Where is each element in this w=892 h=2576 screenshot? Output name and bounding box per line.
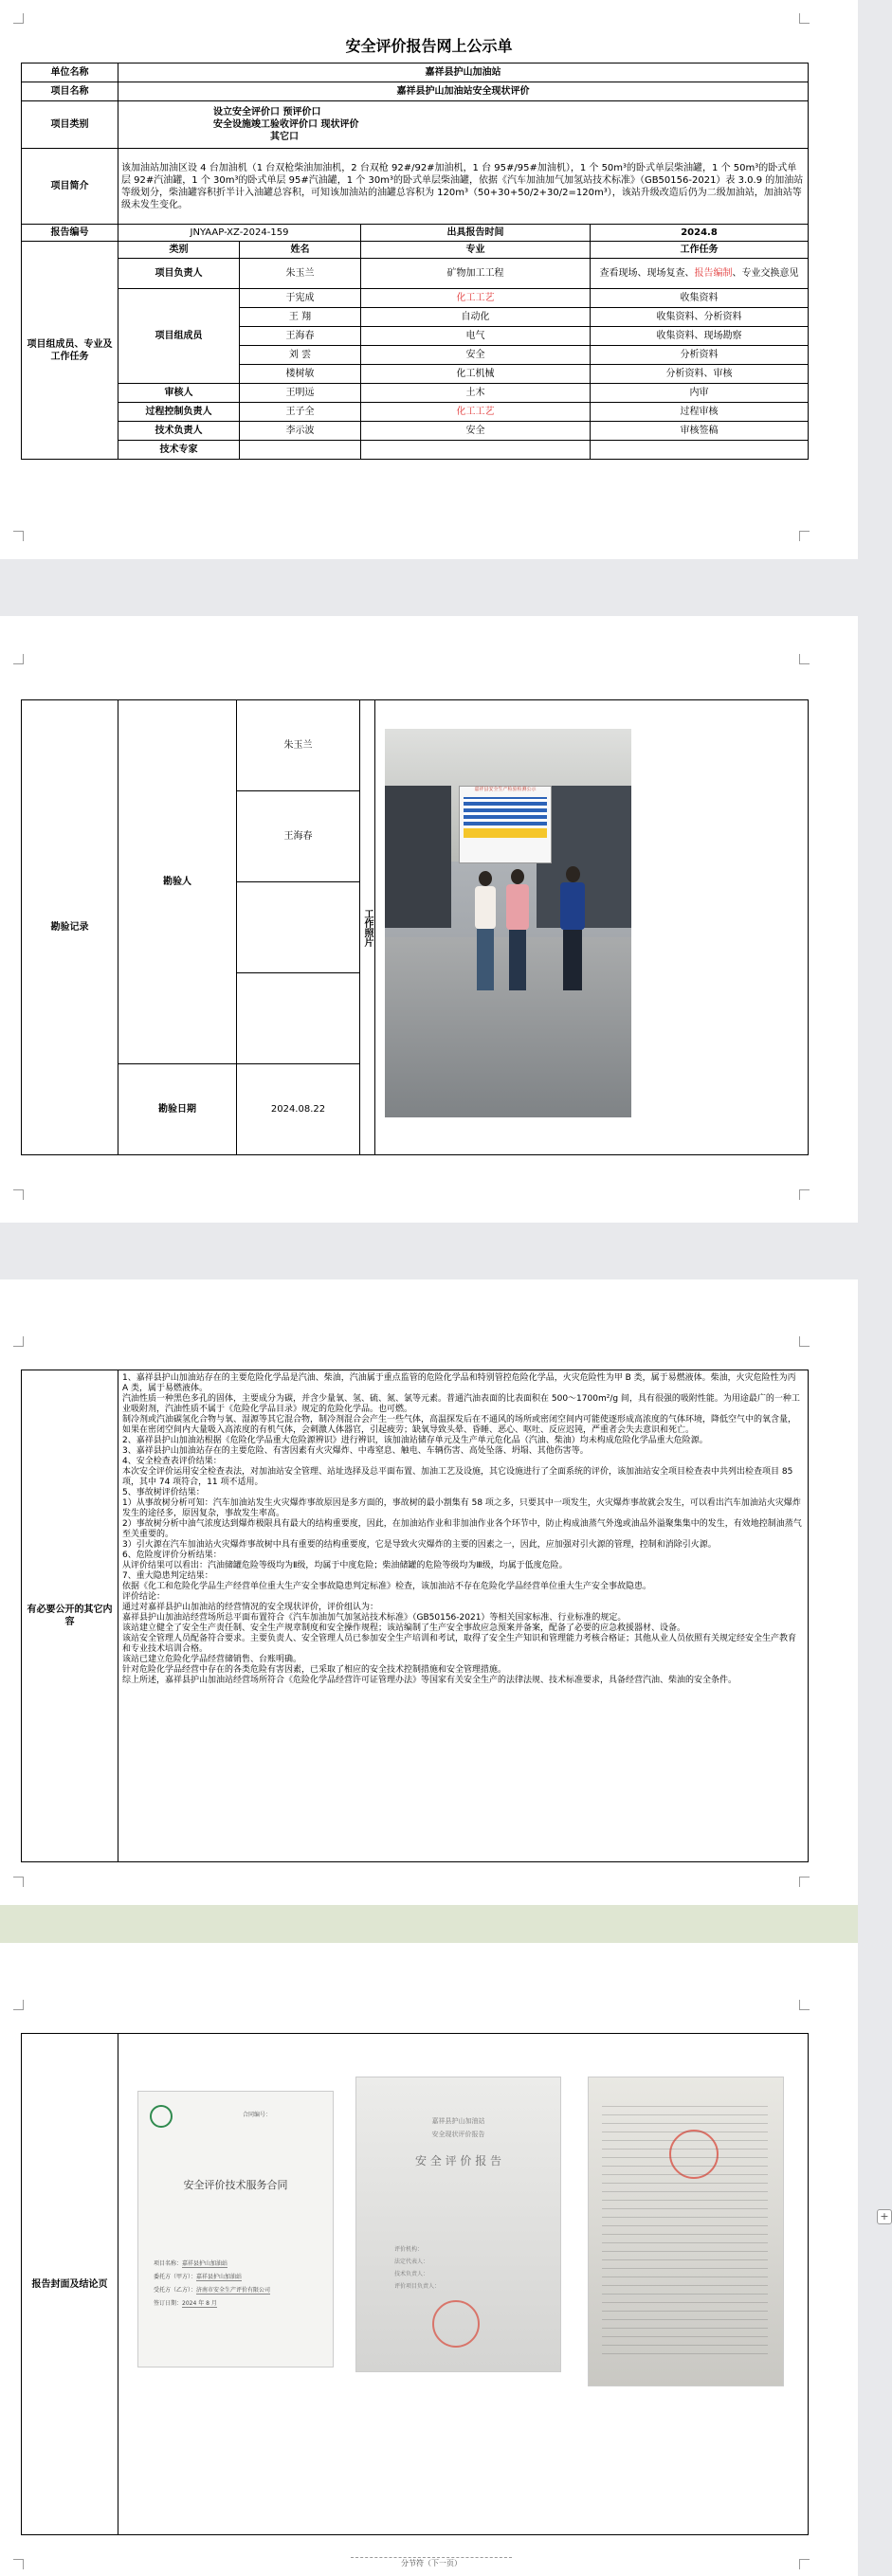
project-label: 项目名称 bbox=[22, 82, 118, 101]
page-gap bbox=[0, 1905, 858, 1943]
sign-title: 嘉祥县安全生产检验检测公示 bbox=[474, 787, 537, 792]
disclosure-paragraph: 该站建立健全了安全生产责任制、安全生产规章制度和安全操作规程；该站编制了生产安全事故应急预案并备案，配备了必要的应急救援器材、设备。 bbox=[122, 1624, 686, 1633]
inspector-name: 王海春 bbox=[237, 791, 360, 882]
corner-mark bbox=[13, 654, 24, 664]
disclosure-content bbox=[118, 1370, 809, 1862]
person-figure bbox=[560, 866, 585, 994]
page-1 bbox=[0, 0, 858, 559]
corner-mark bbox=[13, 531, 24, 541]
member-major: 化工工艺 bbox=[361, 289, 591, 308]
contract-image bbox=[137, 2091, 334, 2367]
disclosure-table bbox=[21, 1370, 809, 1862]
inspection-date-label: 勘验日期 bbox=[118, 1064, 237, 1155]
controller-major: 化工工艺 bbox=[361, 403, 591, 422]
cover-label: 报告封面及结论页 bbox=[22, 2034, 118, 2535]
sign-accent bbox=[464, 828, 547, 838]
leader-name: 朱玉兰 bbox=[240, 259, 361, 289]
category-line: 设立安全评价口 预评价口 bbox=[213, 107, 321, 118]
intro-text: 该加油站加油区设 4 台加油机（1 台双枪柴油加油机，2 台双枪 92#/92#加油机，1 台 95#/95#加油机），1 个 50m³的卧式单层柴油罐，1 个 50m³的卧式单层 92#汽油罐，1 个 30m³的卧式单层 95#汽油罐，1 个 30m³的卧式单层柴油罐，依据《汽车加油加气加氢站技术标准》（GB50156-2021）表 3.0.9 的加油站等级划分，柴油罐容积折半计入油罐总容积，可知该加油站的油罐总容积为 120m³（50+30+50/2+30/2=120m³），该站升级改造后仍为二级加油站，加油站等级未发生变化。 bbox=[118, 149, 809, 225]
disclosure-paragraph: 本次安全评价运用安全检查表法，对加油站安全管理、站址选择及总平面布置、加油工艺及设施，其它设施进行了全面系统的评价，该加油站安全项目检查表中共列出检查项目 85 项，其中 74 项符合，11 项不适用。 bbox=[122, 1467, 793, 1487]
member-task: 收集资料 bbox=[591, 289, 809, 308]
disclosure-paragraph: 该站安全管理人员配备符合要求。主要负责人、安全管理人员已参加安全生产培训和考试，取得了安全生产知识和管理能力考核合格证；其他从业人员依照有关规定经安全生产教育和专业技术培训合格。 bbox=[122, 1634, 797, 1654]
disclosure-paragraph: 6、危险度评价分析结果： bbox=[122, 1551, 222, 1560]
disclosure-paragraph: 嘉祥县护山加油站经营场所总平面布置符合《汽车加油加气加氢站技术标准》（GB50156-2021）等相关国家标准、行业标准的规定。 bbox=[122, 1613, 627, 1623]
tech-lead-task: 审核签稿 bbox=[591, 422, 809, 441]
corner-mark bbox=[799, 2000, 810, 2010]
disclosure-paragraph: 从评价结果可以看出：汽油储罐危险等级均为Ⅱ级，均属于中度危险；柴油储罐的危险等级均为Ⅲ级，均属于低度危险。 bbox=[122, 1561, 568, 1570]
site-record-table bbox=[21, 699, 809, 1155]
tech-lead-name: 李示波 bbox=[240, 422, 361, 441]
tech-lead-major: 安全 bbox=[361, 422, 591, 441]
contract-fields bbox=[154, 2258, 270, 2311]
page-gap bbox=[0, 1223, 858, 1279]
member-task: 分析资料、审核 bbox=[591, 365, 809, 384]
report-date-label: 出具报告时间 bbox=[361, 225, 591, 242]
contract-number-label: 合同编号： bbox=[243, 2112, 272, 2118]
contract-field: 受托方（乙方）：济南市安全生产评价有限公司 bbox=[154, 2287, 271, 2294]
disclosure-paragraph: 7、重大隐患判定结果： bbox=[122, 1571, 213, 1581]
controller-label: 过程控制负责人 bbox=[118, 403, 240, 422]
member-major: 安全 bbox=[361, 346, 591, 365]
report-cover-image bbox=[355, 2077, 561, 2372]
corner-mark bbox=[13, 13, 24, 24]
contract-field: 项目名称：嘉祥县护山加油站 bbox=[154, 2260, 228, 2267]
disclosure-paragraph: 针对危险化学品经营中存在的各类危险有害因素，已采取了相应的安全技术控制措施和安全管理措施。 bbox=[122, 1665, 507, 1675]
leader-task bbox=[591, 259, 809, 289]
disclosure-paragraph: 综上所述，嘉祥县护山加油站经营场所符合《危险化学品经营许可证管理办法》等国家有关安全生产的法律法规、技术标准要求，具备经营汽油、柴油的安全条件。 bbox=[122, 1676, 737, 1685]
person-figure bbox=[506, 869, 529, 994]
corner-mark bbox=[13, 1336, 24, 1347]
intro-label: 项目简介 bbox=[22, 149, 118, 225]
expert-name bbox=[240, 441, 361, 460]
member-label: 项目组成员 bbox=[118, 289, 240, 384]
member-task: 收集资料、分析资料 bbox=[591, 308, 809, 327]
member-name: 王海春 bbox=[240, 327, 361, 346]
disclosure-paragraph: 4、安全检查表评价结果： bbox=[122, 1457, 222, 1466]
report-num-value: JNYAAP-XZ-2024-159 bbox=[118, 225, 361, 242]
page-gap bbox=[0, 559, 858, 616]
inspection-date: 2024.08.22 bbox=[237, 1064, 360, 1155]
member-name: 于宪成 bbox=[240, 289, 361, 308]
cover-images bbox=[118, 2034, 889, 2535]
col-header: 专业 bbox=[361, 242, 591, 259]
disclosure-paragraph: 通过对嘉祥县护山加油站的经营情况的安全现状评价，评价组认为： bbox=[122, 1603, 379, 1612]
contract-field: 签订日期：2024 年 8 月 bbox=[154, 2300, 217, 2307]
report-field: 法定代表人： bbox=[394, 2259, 429, 2265]
col-header: 类别 bbox=[118, 242, 240, 259]
page-title: 安全评价报告网上公示单 bbox=[345, 37, 513, 55]
task-text: 、专业交换意见 bbox=[732, 268, 799, 279]
expert-major bbox=[361, 441, 591, 460]
corner-mark bbox=[799, 531, 810, 541]
task-text-highlight: 报告编制 bbox=[694, 268, 733, 279]
add-page-button[interactable]: + bbox=[877, 2209, 892, 2224]
member-name: 王 翔 bbox=[240, 308, 361, 327]
disclosure-paragraph: 1、嘉祥县护山加油站存在的主要危险化学品是汽油、柴油，汽油属于重点监管的危险化学品和特别管控危险化学品，火灾危险性为甲 B 类，属于易燃液体。柴油，火灾危险性为丙 A 类，属于易燃液体。 bbox=[122, 1373, 796, 1393]
member-name: 楼树敏 bbox=[240, 365, 361, 384]
inspector-label: 勘验人 bbox=[118, 700, 237, 1064]
project-value: 嘉祥县护山加油站安全现状评价 bbox=[118, 82, 809, 101]
photo-window bbox=[385, 786, 451, 928]
contract-field: 委托方（甲方）：嘉祥县护山加油站 bbox=[154, 2274, 243, 2280]
unit-label: 单位名称 bbox=[22, 63, 118, 82]
reviewer-major: 土木 bbox=[361, 384, 591, 403]
category-line: 安全设施竣工验收评价口 现状评价 bbox=[213, 119, 359, 130]
photo-sign-board bbox=[459, 786, 552, 863]
seal-icon bbox=[432, 2300, 480, 2348]
disclosure-label: 有必要公开的其它内容 bbox=[22, 1370, 118, 1862]
sign-stripe bbox=[464, 797, 547, 825]
photo-cell bbox=[375, 700, 809, 1155]
task-text: 查看现场、现场复查、 bbox=[599, 268, 695, 279]
page-3 bbox=[0, 1279, 858, 1905]
contract-logo-icon bbox=[150, 2105, 173, 2128]
photo-label bbox=[360, 700, 375, 1155]
reviewer-task: 内审 bbox=[591, 384, 809, 403]
col-header: 姓名 bbox=[240, 242, 361, 259]
controller-task: 过程审核 bbox=[591, 403, 809, 422]
expert-label: 技术专家 bbox=[118, 441, 240, 460]
site-photo bbox=[385, 729, 631, 1117]
contract-title: 安全评价技术服务合同 bbox=[183, 2179, 288, 2191]
tech-lead-label: 技术负责人 bbox=[118, 422, 240, 441]
unit-value: 嘉祥县护山加油站 bbox=[118, 63, 809, 82]
disclosure-paragraph: 5、事故树评价结果： bbox=[122, 1488, 205, 1497]
corner-mark bbox=[799, 1189, 810, 1200]
reviewer-name: 王明远 bbox=[240, 384, 361, 403]
page-2 bbox=[0, 616, 858, 1223]
disclosure-paragraph: 汽油性质一种黑色多孔的固体，主要成分为碳，并含少量氧、氢、硫、氮、氯等元素。普通汽油表面的比表面积在 500～1700m²/g 间，具有很强的吸附性能。为用途最广的一种工业吸附剂，汽油性质不属于《危险化学品目录》规定的危险化学品。也可燃。 bbox=[122, 1394, 800, 1414]
category-options bbox=[118, 101, 809, 149]
report-field: 评价项目负责人： bbox=[394, 2283, 441, 2290]
disclosure-paragraph: 评价结论： bbox=[122, 1592, 166, 1602]
corner-mark bbox=[13, 2000, 24, 2010]
member-name: 刘 雲 bbox=[240, 346, 361, 365]
inspector-name-empty bbox=[237, 882, 360, 973]
corner-mark bbox=[13, 1189, 24, 1200]
disclosure-paragraph: 该站已建立危险化学品经营储销售、台账明确。 bbox=[122, 1655, 302, 1664]
disclosure-paragraph: 2、嘉祥县护山加油站根据《危险化学品重大危险源辨识》进行辨识，该加油站储存单元及生产单元危化品（汽油、柴油）均未构成危险化学品重大危险源。 bbox=[122, 1436, 708, 1445]
category-label: 项目类别 bbox=[22, 101, 118, 149]
category-line: 其它口 bbox=[270, 132, 299, 142]
page-4 bbox=[0, 1943, 889, 2576]
disclosure-paragraph: 1）从事故树分析可知：汽车加油站发生火灾爆炸事故原因是多方面的，事故树的最小割集有 58 项之多，只要其中一项发生，火灾爆炸事故就会发生，可以看出汽车加油站火灾爆炸发生的途径多，原因复杂，事故发生率高。 bbox=[122, 1498, 801, 1518]
disclosure-paragraph: 3）引火源在汽车加油站火灾爆炸事故树中具有重要的结构重要度，它是导致火灾爆炸的主要的因素之一，因此，应加强对引火源的管理，控制和消除引火源。 bbox=[122, 1540, 717, 1550]
report-num-label: 报告编号 bbox=[22, 225, 118, 242]
corner-mark bbox=[799, 13, 810, 24]
controller-name: 王子全 bbox=[240, 403, 361, 422]
inspector-name-empty bbox=[237, 973, 360, 1064]
disclosure-paragraph: 制冷剂或汽油碳氢化合物与氧、湿源等其它混合物，制冷剂混合会产生一些气体，高温探发后在不通风的场所或密闭空间内可能使逐形成高浓度的气体环境，降低空气中的氧含量，如果在密闭空间内大量吸入高浓度的有机气体，会刺激人体器官，引起疲劳；缺氧导致头晕、昏睡、恶心、呕吐、反应迟钝，严重者会失去意识和死亡。 bbox=[122, 1415, 797, 1435]
photo-label-text: 工作照片 bbox=[362, 908, 373, 947]
report-date-value: 2024.8 bbox=[591, 225, 809, 242]
corner-mark bbox=[13, 2559, 24, 2569]
report-fields bbox=[394, 2243, 440, 2293]
disclosure-paragraph: 3、嘉祥县护山加油站存在的主要危险、有害因素有火灾爆炸、中毒窒息、触电、车辆伤害、高处坠落、坍塌、其他伤害等。 bbox=[122, 1446, 589, 1456]
corner-mark bbox=[799, 654, 810, 664]
corner-mark bbox=[799, 1877, 810, 1887]
disclosure-paragraph: 依据《化工和危险化学品生产经营单位重大生产安全事故隐患判定标准》检查，该加油站不存在危险化学品经营单位重大生产安全事故隐患。 bbox=[122, 1582, 652, 1591]
report-field: 技术负责人： bbox=[394, 2271, 429, 2277]
corner-mark bbox=[799, 1336, 810, 1347]
members-group-label: 项目组成员、专业及工作任务 bbox=[22, 242, 118, 460]
member-major: 自动化 bbox=[361, 308, 591, 327]
col-header: 工作任务 bbox=[591, 242, 809, 259]
inspector-name: 朱玉兰 bbox=[237, 700, 360, 791]
disclosure-paragraph: 2）事故树分析中油气浓度达到爆炸极限具有最大的结构重要度，因此，在加油站作业和非加油作业各个环节中，防止构成油蒸气外逸或油品外溢聚集集中的发生，有效地控制油蒸气至关重要的。 bbox=[122, 1519, 802, 1539]
expert-task bbox=[591, 441, 809, 460]
corner-mark bbox=[13, 1877, 24, 1887]
member-major: 电气 bbox=[361, 327, 591, 346]
report-kind: 安全现状评价报告 bbox=[431, 2131, 485, 2138]
conclusion-page-image bbox=[588, 2077, 784, 2386]
person-figure bbox=[475, 871, 496, 994]
info-table bbox=[21, 63, 809, 460]
cover-table bbox=[21, 2033, 889, 2535]
member-task: 分析资料 bbox=[591, 346, 809, 365]
reviewer-label: 审核人 bbox=[118, 384, 240, 403]
site-label: 勘验记录 bbox=[22, 700, 118, 1155]
member-task: 收集资料、现场勘察 bbox=[591, 327, 809, 346]
leader-major: 矿物加工工程 bbox=[361, 259, 591, 289]
corner-mark bbox=[799, 2559, 810, 2569]
leader-label: 项目负责人 bbox=[118, 259, 240, 289]
report-field: 评价机构： bbox=[394, 2246, 424, 2253]
report-cover-title: 安 全 评 价 报 告 bbox=[414, 2154, 502, 2168]
report-org: 嘉祥县护山加油站 bbox=[431, 2117, 485, 2125]
section-break: 分节符（下一页） bbox=[351, 2557, 512, 2568]
member-major: 化工机械 bbox=[361, 365, 591, 384]
conclusion-text-lines bbox=[602, 2106, 768, 2362]
